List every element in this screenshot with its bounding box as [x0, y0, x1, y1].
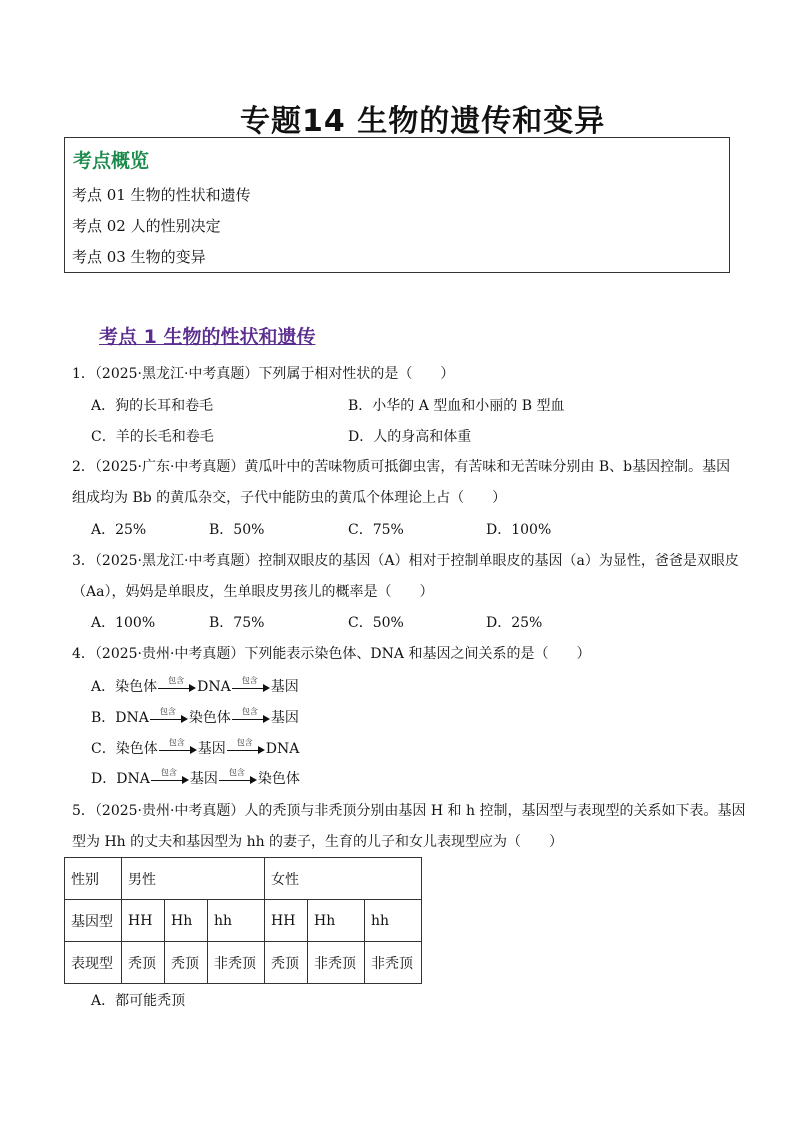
- question-2-stem: 2．（2025·广东·中考真题）黄瓜叶中的苦味物质可抵御虫害，有苦味和无苦味分别由 B、b基因控制。基因: [72, 459, 731, 475]
- question-3-stem: 3．（2025·黑龙江·中考真题）控制双眼皮的基因（A）相对于控制单眼皮的基因（a）为显性，爸爸是双眼皮: [72, 553, 739, 569]
- table-cell: 男性: [122, 858, 265, 900]
- contains-arrow-icon: [232, 707, 270, 725]
- table-cell: Hh: [308, 900, 365, 942]
- arrow-label: 包含: [241, 676, 258, 685]
- term-3: 染色体: [257, 771, 300, 787]
- question-3-stem-cont: （Aa），妈妈是单眼皮，生单眼皮男孩儿的概率是（ ）: [72, 584, 434, 600]
- q3-option-d: D．25%: [486, 615, 543, 631]
- term-3: 基因: [270, 710, 299, 726]
- contains-arrow-icon: [219, 768, 257, 786]
- overview-heading: 考点概览: [73, 150, 150, 172]
- term-1: 染色体: [115, 741, 158, 757]
- q1-option-c: C．羊的长毛和卷毛: [91, 429, 214, 445]
- table-cell: HH: [265, 900, 308, 942]
- arrow-label: 包含: [159, 707, 176, 716]
- contains-arrow-icon: [150, 707, 188, 725]
- table-cell: Hh: [165, 900, 208, 942]
- term-3: 基因: [270, 679, 299, 695]
- arrow-label: 包含: [241, 707, 258, 716]
- contains-arrow-icon: [227, 738, 265, 756]
- question-5-stem-cont: 型为 Hh 的丈夫和基因型为 hh 的妻子，生育的儿子和女儿表现型应为（ ）: [72, 834, 564, 850]
- table-row: [65, 858, 422, 900]
- option-letter: C．: [91, 741, 116, 757]
- phenotype-table: [64, 857, 422, 984]
- table-cell: hh: [365, 900, 422, 942]
- table-cell: 非秃顶: [208, 942, 265, 984]
- contains-arrow-icon: [159, 738, 197, 756]
- table-cell: 秃顶: [122, 942, 165, 984]
- term-3: DNA: [265, 741, 300, 757]
- overview-item: 考点 01 生物的性状和遗传: [72, 186, 251, 204]
- q3-option-b: B．75%: [209, 615, 265, 631]
- question-1-stem: 1．（2025·黑龙江·中考真题）下列属于相对性状的是（ ）: [72, 366, 455, 382]
- term-1: DNA: [116, 771, 150, 787]
- table-cell: 非秃顶: [308, 942, 365, 984]
- term-2: 染色体: [188, 710, 231, 726]
- contains-arrow-icon: [151, 768, 189, 786]
- overview-box: [64, 137, 730, 273]
- term-2: 基因: [189, 771, 218, 787]
- table-cell: 非秃顶: [365, 942, 422, 984]
- table-row: [65, 942, 422, 984]
- contains-arrow-icon: [232, 676, 270, 694]
- table-cell: 表现型: [65, 942, 122, 984]
- contains-arrow-icon: [158, 676, 196, 694]
- q3-option-c: C．50%: [348, 615, 404, 631]
- page-title: 专题14 生物的遗传和变异: [240, 104, 606, 139]
- table-cell: 秃顶: [265, 942, 308, 984]
- overview-item: 考点 03 生物的变异: [72, 248, 206, 266]
- q1-option-a: A．狗的长耳和卷毛: [91, 398, 214, 414]
- q3-option-a: A．100%: [91, 615, 156, 631]
- q1-option-d: D．人的身高和体重: [348, 429, 472, 445]
- table-cell: 秃顶: [165, 942, 208, 984]
- arrow-label: 包含: [236, 738, 253, 747]
- q1-option-b: B．小华的 A 型血和小丽的 B 型血: [348, 398, 565, 414]
- q5-option-a: A．都可能秃顶: [91, 993, 186, 1009]
- table-cell: 性别: [65, 858, 122, 900]
- q4-option-a: [91, 676, 299, 696]
- overview-item: 考点 02 人的性别决定: [72, 217, 221, 235]
- q4-option-b: [91, 707, 299, 727]
- option-letter: B．: [91, 710, 116, 726]
- table-cell: HH: [122, 900, 165, 942]
- q4-option-d: [91, 768, 300, 788]
- term-2: 基因: [197, 741, 226, 757]
- section-heading: 考点 1 生物的性状和遗传: [99, 326, 316, 348]
- question-2-stem-cont: 组成均为 Bb 的黄瓜杂交，子代中能防虫的黄瓜个体理论上占（ ）: [72, 490, 507, 506]
- term-1: DNA: [115, 710, 149, 726]
- q2-option-c: C．75%: [348, 522, 404, 538]
- table-row: [65, 900, 422, 942]
- arrow-label: 包含: [168, 676, 185, 685]
- question-5-stem: 5．（2025·贵州·中考真题）人的秃顶与非秃顶分别由基因 H 和 h 控制，基因型与表现型的关系如下表。基因: [72, 803, 746, 819]
- arrow-label: 包含: [228, 768, 245, 777]
- table-cell: 女性: [265, 858, 422, 900]
- q2-option-d: D．100%: [486, 522, 552, 538]
- q4-option-c: [91, 738, 299, 758]
- term-2: DNA: [197, 679, 231, 695]
- q2-option-a: A．25%: [91, 522, 147, 538]
- arrow-label: 包含: [160, 768, 177, 777]
- arrow-label: 包含: [168, 738, 185, 747]
- table-cell: hh: [208, 900, 265, 942]
- table-cell: 基因型: [65, 900, 122, 942]
- term-1: 染色体: [115, 679, 158, 695]
- question-4-stem: 4．（2025·贵州·中考真题）下列能表示染色体、DNA 和基因之间关系的是（ ）: [72, 646, 591, 662]
- option-letter: D．: [91, 771, 117, 787]
- option-letter: A．: [91, 679, 116, 695]
- q2-option-b: B．50%: [209, 522, 265, 538]
